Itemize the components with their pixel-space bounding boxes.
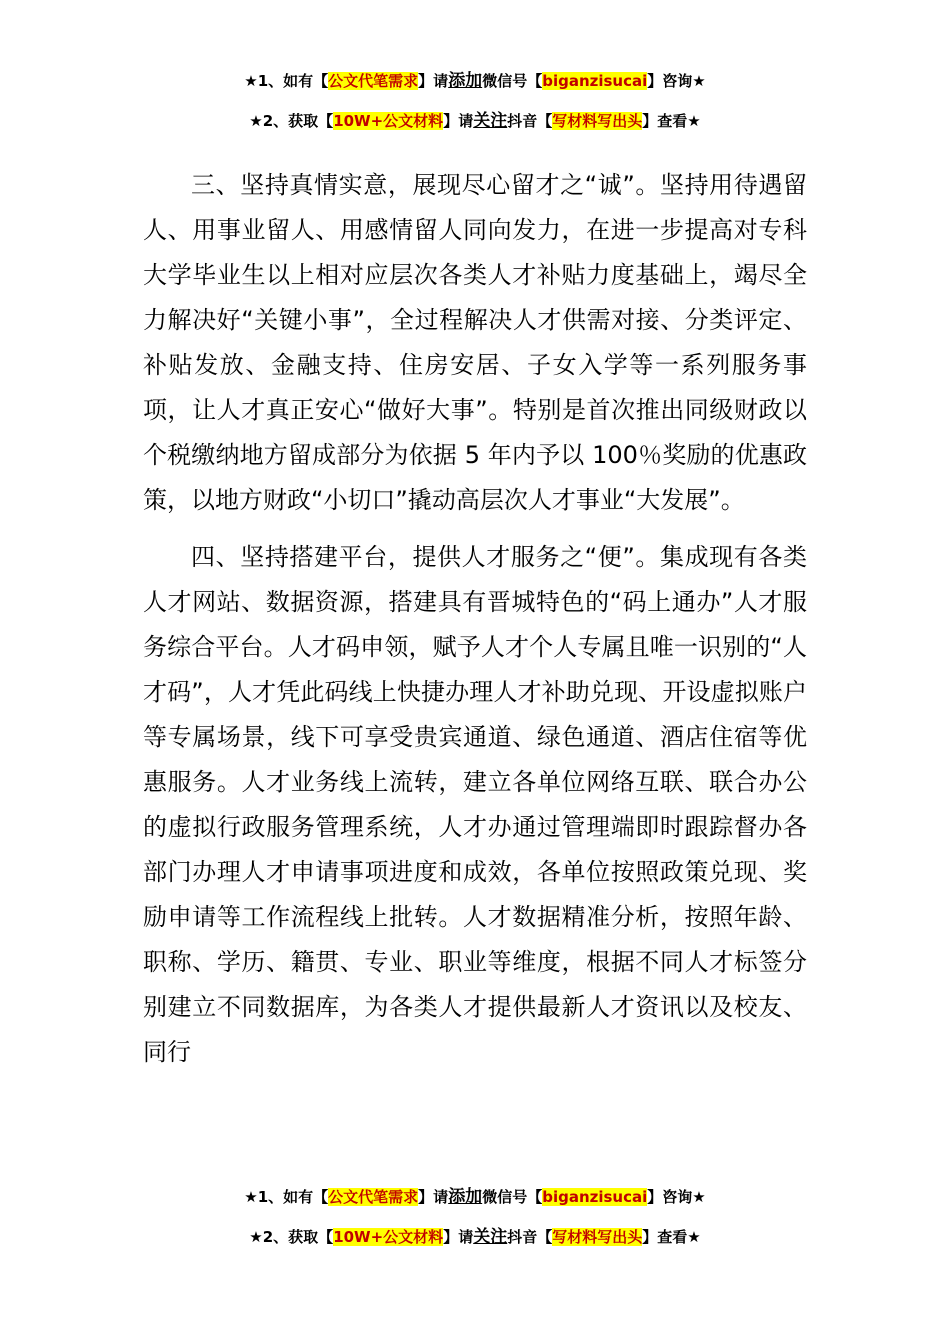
- notice-tag: 公文代笔需求: [328, 1188, 419, 1206]
- notice-tag: 10W+公文材料: [333, 1228, 444, 1246]
- notice-action: 关注: [473, 111, 508, 131]
- notice-prefix: ★1、如有【: [244, 1188, 329, 1206]
- notice-text: 微信号【: [482, 1188, 543, 1206]
- notice-suffix: 】咨询★: [647, 72, 706, 90]
- notice-contact-id: 写材料写出头: [552, 112, 643, 130]
- notice-tag: 10W+公文材料: [333, 112, 444, 130]
- paragraph-4: 四、坚持搭建平台，提供人才服务之“便”。集成现有各类人才网站、数据资源，搭建具有晋城特色的“码上通办”人才服务综合平台。人才码申领，赋予人才个人专属且唯一识别的“人才码”，人才凭此码线上快捷办理人才补助兑现、开设虚拟账户等专属场景，线下可享受贵宾通道、绿色通道、酒店住宿等优惠服务。人才业务线上流转，建立各单位网络互联、联合办公的虚拟行政服务管理系统，人才办通过管理端即时跟踪督办各部门办理人才申请事项进度和成效，各单位按照政策兑现、奖励申请等工作流程线上批转。人才数据精准分析，按照年龄、职称、学历、籍贯、专业、职业等维度，根据不同人才标签分别建立不同数据库，为各类人才提供最新人才资讯以及校友、同行: [143, 543, 807, 1066]
- notice-text: 】请: [443, 112, 474, 130]
- document-body: [143, 163, 807, 1087]
- header-notice-1: [0, 70, 950, 92]
- notice-prefix: ★1、如有【: [244, 72, 329, 90]
- notice-text: 】请: [418, 1188, 449, 1206]
- notice-text: 】请: [443, 1228, 474, 1246]
- notice-suffix: 】查看★: [642, 1228, 701, 1246]
- notice-tag: 公文代笔需求: [328, 72, 419, 90]
- notice-contact-id: biganzisucai: [542, 1188, 648, 1206]
- notice-text: 抖音【: [507, 112, 553, 130]
- footer-notice-1: [0, 1186, 950, 1208]
- notice-text: 】请: [418, 72, 449, 90]
- header-notice-2: [0, 110, 950, 132]
- notice-action: 添加: [448, 1187, 483, 1207]
- notice-action: 添加: [448, 71, 483, 91]
- notice-contact-id: biganzisucai: [542, 72, 648, 90]
- notice-text: 抖音【: [507, 1228, 553, 1246]
- notice-contact-id: 写材料写出头: [552, 1228, 643, 1246]
- notice-suffix: 】查看★: [642, 112, 701, 130]
- notice-text: 微信号【: [482, 72, 543, 90]
- notice-prefix: ★2、获取【: [249, 1228, 334, 1246]
- footer-notice-2: [0, 1226, 950, 1248]
- notice-prefix: ★2、获取【: [249, 112, 334, 130]
- paragraph-3: 三、坚持真情实意，展现尽心留才之“诚”。坚持用待遇留人、用事业留人、用感情留人同向发力，在进一步提高对专科大学毕业生以上相对应层次各类人才补贴力度基础上，竭尽全力解决好“关键小事”，全过程解决人才供需对接、分类评定、补贴发放、金融支持、住房安居、子女入学等一系列服务事项，让人才真正安心“做好大事”。特别是首次推出同级财政以个税缴纳地方留成部分为依据 5 年内予以 100％奖励的优惠政策，以地方财政“小切口”撬动高层次人才事业“大发展”。: [143, 171, 807, 514]
- notice-suffix: 】咨询★: [647, 1188, 706, 1206]
- notice-action: 关注: [473, 1227, 508, 1247]
